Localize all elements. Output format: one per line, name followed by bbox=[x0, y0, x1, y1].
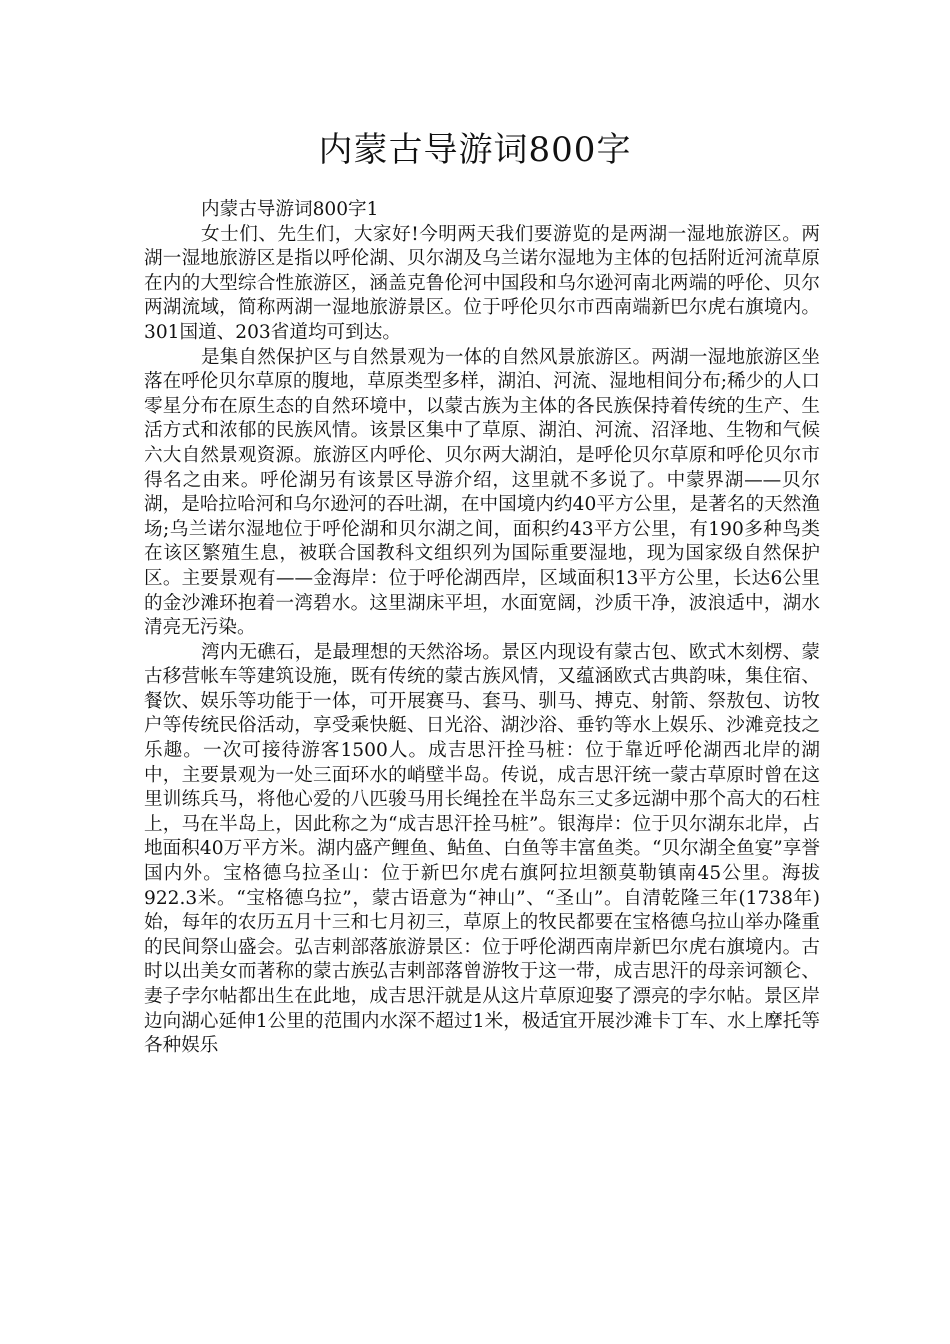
paragraph-attractions: 湾内无礁石，是最理想的天然浴场。景区内现设有蒙古包、欧式木刻楞、蒙古移营帐车等建筑设施，既有传统的蒙古族风情，又蕴涵欧式古典韵味，集住宿、餐饮、娱乐等功能于一体，可开展赛马、套马、驯马、搏克、射箭、祭敖包、访牧户等传统民俗活动，享受乘快艇、日光浴、湖沙浴、垂钓等水上娱乐、沙滩竞技之乐趣。一次可接待游客1500人。成吉思汗拴马桩：位于靠近呼伦湖西北岸的湖中，主要景观为一处三面环水的峭壁半岛。传说，成吉思汗统一蒙古草原时曾在这里训练兵马，将他心爱的八匹骏马用长绳拴在半岛东三丈多远湖中那个高大的石柱上，马在半岛上，因此称之为“成吉思汗拴马桩”。银海岸：位于贝尔湖东北岸，占地面积40万平方米。湖内盛产鲤鱼、鲇鱼、白鱼等丰富鱼类。“贝尔湖全鱼宴”享誉国内外。宝格德乌拉圣山：位于新巴尔虎右旗阿拉坦额莫勒镇南45公里。海拔922.3米。“宝格德乌拉”，蒙古语意为“神山”、“圣山”。自清乾隆三年(1738年)始，每年的农历五月十三和七月初三，草原上的牧民都要在宝格德乌拉山举办隆重的民间祭山盛会。弘吉剌部落旅游景区：位于呼伦湖西南岸新巴尔虎右旗境内。古时以出美女而著称的蒙古族弘吉剌部落曾游牧于这一带，成吉思汗的母亲诃额仑、妻子孛尔帖都出生在此地，成吉思汗就是从这片草原迎娶了漂亮的孛尔帖。景区岸边向湖心延伸1公里的范围内水深不超过1米，极适宜开展沙滩卡丁车、水上摩托等各种娱乐 bbox=[144, 641, 820, 1057]
document-body bbox=[144, 198, 820, 1059]
section-heading: 内蒙古导游词800字1 bbox=[201, 199, 379, 220]
paragraph-scenery: 是集自然保护区与自然景观为一体的自然风景旅游区。两湖一湿地旅游区坐落在呼伦贝尔草原的腹地，草原类型多样，湖泊、河流、湿地相间分布;稀少的人口零星分布在原生态的自然环境中，以蒙古族为主体的各民族保持着传统的生产、生活方式和浓郁的民族风情。该景区集中了草原、湖泊、河流、沼泽地、生物和气候六大自然景观资源。旅游区内呼伦、贝尔两大湖泊，是呼伦贝尔草原和呼伦贝尔市得名之由来。呼伦湖另有该景区导游介绍，这里就不多说了。中蒙界湖——贝尔湖，是哈拉哈河和乌尔逊河的吞吐湖，在中国境内约40平方公里，是著名的天然渔场;乌兰诺尔湿地位于呼伦湖和贝尔湖之间，面积约43平方公里，有190多种鸟类在该区繁殖生息，被联合国教科文组织列为国际重要湿地，现为国家级自然保护区。主要景观有——金海岸：位于呼伦湖西岸，区域面积13平方公里，长达6公里的金沙滩环抱着一湾碧水。这里湖床平坦，水面宽阔，沙质干净，波浪适中，湖水清亮无污染。 bbox=[144, 346, 820, 639]
document-title: 内蒙古导游词800字 bbox=[318, 130, 632, 170]
paragraph-intro: 女士们、先生们，大家好!今明两天我们要游览的是两湖一湿地旅游区。两湖一湿地旅游区是指以呼伦湖、贝尔湖及乌兰诺尔湿地为主体的包括附近河流草原在内的大型综合性旅游区，涵盖克鲁伦河中国段和乌尔逊河南北两端的呼伦、贝尔两湖流域，简称两湖一湿地旅游景区。位于呼伦贝尔市西南端新巴尔虎右旗境内。301国道、203省道均可到达。 bbox=[144, 223, 820, 343]
